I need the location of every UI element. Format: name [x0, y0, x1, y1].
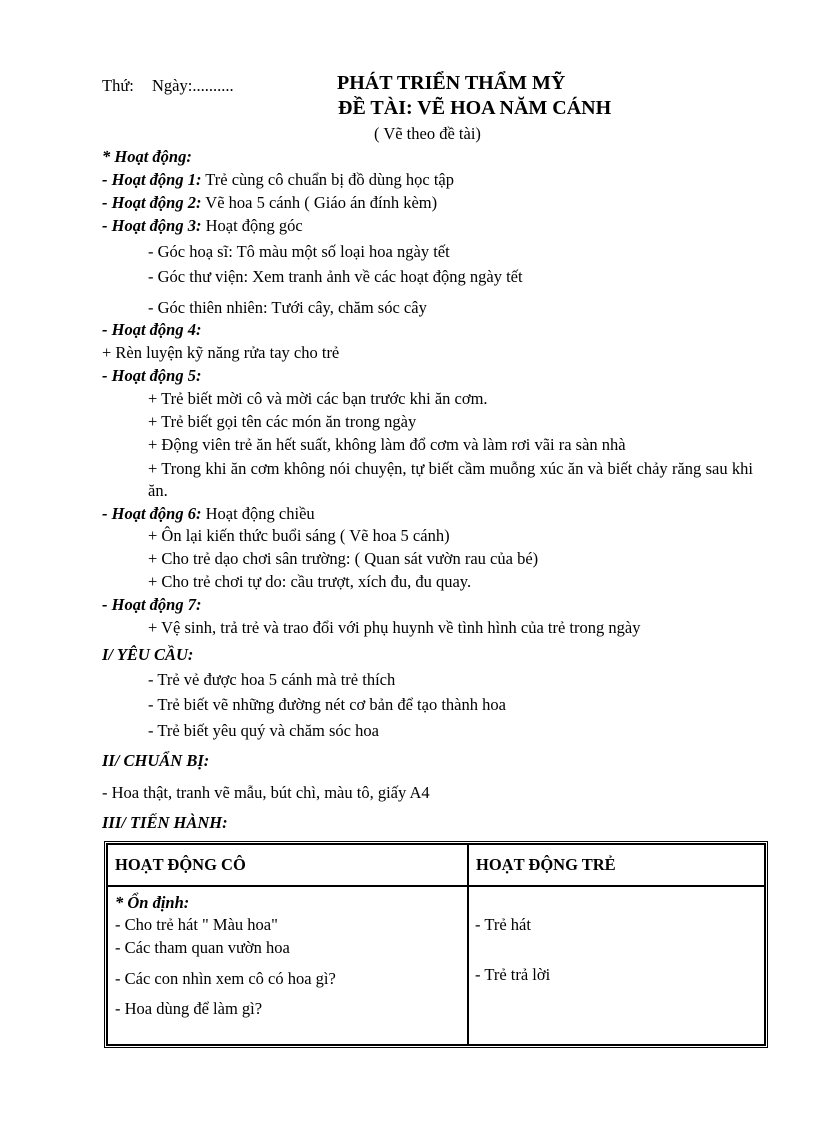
activity-5-item: + Trẻ biết mời cô và mời các bạn trước khi ăn cơm.	[148, 389, 488, 408]
activities-heading: * Hoạt động:	[102, 147, 192, 166]
requirement-item: - Trẻ vẻ được hoa 5 cánh mà trẻ thích	[148, 670, 396, 689]
activity-6-item: + Cho trẻ chơi tự do: cầu trượt, xích đu, đu quay.	[148, 572, 472, 591]
activity-6-item: + Cho trẻ dạo chơi sân trường: ( Quan sát vườn rau của bé)	[148, 549, 539, 568]
child-activities-cell	[468, 886, 765, 1045]
activity-2-label: - Hoạt động 2:	[102, 193, 202, 212]
activity-4-label: - Hoạt động 4:	[102, 320, 202, 339]
child-line: - Trẻ trả lời	[475, 965, 551, 984]
activity-2	[102, 193, 437, 213]
activity-5-item-text: + Trong khi ăn cơm không nói chuyện, tự biết cầm muỗng xúc ăn và biết chảy răng sau khi ăn.	[148, 459, 753, 500]
requirement-item: - Trẻ biết yêu quý và chăm sóc hoa	[148, 721, 379, 740]
activity-3	[102, 216, 303, 236]
activity-6-item: + Ôn lại kiến thức buổi sáng ( Vẽ hoa 5 cánh)	[148, 526, 450, 545]
subject-title: PHÁT TRIỂN THẨM MỸ	[337, 72, 566, 94]
activity-6-text: Hoạt động chiều	[201, 504, 315, 523]
teacher-line: - Cho trẻ hát " Màu hoa"	[115, 915, 278, 934]
activity-6-label: - Hoạt động 6:	[102, 504, 202, 523]
day-label: Thứ:	[102, 76, 134, 95]
activity-6	[102, 504, 315, 524]
requirement-item: - Trẻ biết vẽ những đường nét cơ bản để tạo thành hoa	[148, 695, 506, 714]
procedure-table	[104, 841, 768, 1048]
preparation-item: - Hoa thật, tranh vẽ mẫu, bút chì, màu tô, giấy A4	[102, 783, 430, 802]
topic-note: ( Vẽ theo đề tài)	[374, 124, 481, 143]
child-line: - Trẻ hát	[475, 915, 531, 934]
activity-7-item: + Vệ sinh, trả trẻ và trao đổi với phụ huynh về tình hình của trẻ trong ngày	[148, 618, 641, 637]
teacher-line: - Hoa dùng để làm gì?	[115, 999, 263, 1018]
teacher-activities-cell	[107, 886, 468, 1045]
column-header-child: HOẠT ĐỘNG TRẺ	[468, 844, 765, 886]
activity-3-item: - Góc thư viện: Xem tranh ảnh về các hoạt động ngày tết	[148, 267, 523, 286]
requirements-heading: I/ YÊU CẦU:	[102, 645, 194, 664]
activity-5-item: + Trẻ biết gọi tên các món ăn trong ngày	[148, 412, 417, 431]
activity-3-label: - Hoạt động 3:	[102, 216, 202, 235]
preparation-heading: II/ CHUẨN BỊ:	[102, 751, 210, 770]
activity-3-item: - Góc hoạ sĩ: Tô màu một số loại hoa ngày tết	[148, 242, 450, 261]
teacher-line: - Các tham quan vườn hoa	[115, 938, 290, 957]
activity-5-item: + Động viên trẻ ăn hết suất, không làm đổ cơm và làm rơi vãi ra sàn nhà	[148, 435, 626, 454]
activity-7-label: - Hoạt động 7:	[102, 595, 202, 614]
topic-title: ĐỀ TÀI: VẼ HOA NĂM CÁNH	[338, 97, 612, 119]
activity-4-item: + Rèn luyện kỹ năng rửa tay cho trẻ	[102, 343, 340, 362]
activity-5-label: - Hoạt động 5:	[102, 366, 202, 385]
activity-1-text: Trẻ cùng cô chuẩn bị đồ dùng học tập	[201, 170, 454, 189]
procedure-heading: III/ TIẾN HÀNH:	[102, 813, 228, 832]
activity-3-item: - Góc thiên nhiên: Tưới cây, chăm sóc cây	[148, 298, 427, 317]
activity-1	[102, 170, 454, 190]
activity-2-text: Vẽ hoa 5 cánh ( Giáo án đính kèm)	[201, 193, 438, 212]
teacher-section-heading: * Ổn định:	[115, 893, 190, 912]
activity-1-label: - Hoạt động 1:	[102, 170, 202, 189]
date-label: Ngày:..........	[152, 76, 234, 95]
activity-3-text: Hoạt động góc	[201, 216, 303, 235]
teacher-line: - Các con nhìn xem cô có hoa gì?	[115, 969, 336, 988]
column-header-teacher: HOẠT ĐỘNG CÔ	[107, 844, 468, 886]
activity-5-item-wrapped	[148, 458, 753, 502]
